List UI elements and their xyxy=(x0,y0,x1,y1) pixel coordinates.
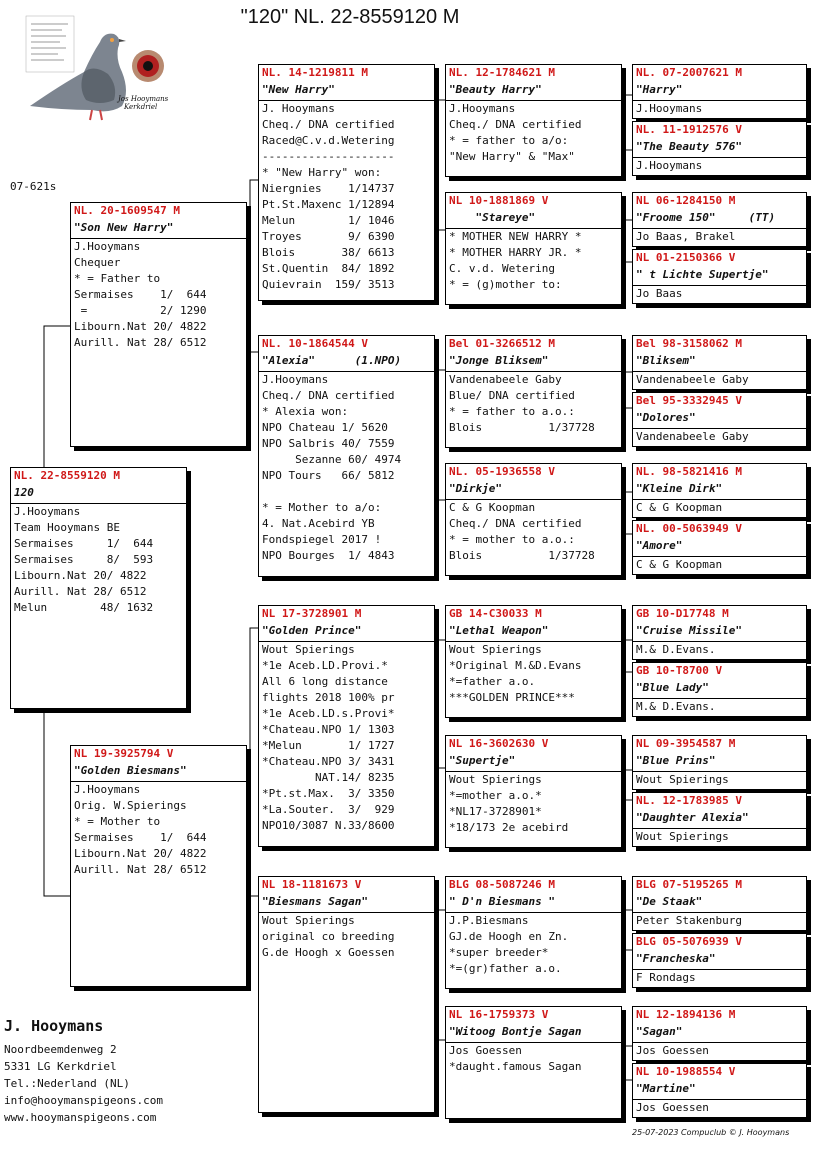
pigeon-info-line: Wout Spierings xyxy=(636,773,729,786)
pigeon-info-line: Blois 1/37728 xyxy=(449,421,595,434)
pigeon-name: "Supertje" xyxy=(446,753,621,772)
pigeon-info-line: Chequer xyxy=(74,256,121,269)
pigeon-name: "Golden Biesmans" xyxy=(71,763,246,782)
pigeon-info-line: Vandenabeele Gaby xyxy=(636,373,749,386)
pigeon-card xyxy=(632,605,807,660)
pigeon-info-line: Cheq./ DNA certified xyxy=(262,389,395,402)
pigeon-info-line: *super breeder* xyxy=(449,946,549,959)
pigeon-info-line: Peter Stakenburg xyxy=(636,914,742,927)
pigeon-info-line: Jos Goessen xyxy=(636,1101,709,1114)
pigeon-card xyxy=(632,933,807,988)
pigeon-card xyxy=(632,249,807,304)
pigeon-info-line: J.Hooymans xyxy=(636,159,703,172)
ring-number: NL. 10-1864544 V xyxy=(262,337,368,350)
owner-line: Tel.:Nederland (NL) xyxy=(4,1077,130,1090)
pigeon-info-line: C & G Koopman xyxy=(636,558,723,571)
ring-number: NL. 11-1912576 V xyxy=(636,123,742,136)
ring-number: NL 18-1181673 V xyxy=(262,878,362,891)
pigeon-info-line: Pt.St.Maxenc 1/12894 xyxy=(262,198,395,211)
pigeon-info-line: J.Hooymans xyxy=(74,783,141,796)
ring-number: GB 14-C30033 M xyxy=(449,607,542,620)
pigeon-info-line: *NL17-3728901* xyxy=(449,805,542,818)
pigeon-name: "De Staak" xyxy=(633,894,806,913)
owner-line: Noordbeemdenweg 2 xyxy=(4,1043,117,1056)
pigeon-info-line: Niergnies 1/14737 xyxy=(262,182,395,195)
pigeon-name: "Blue Prins" xyxy=(633,753,806,772)
ring-number: Bel 01-3266512 M xyxy=(449,337,555,350)
pigeon-info-line: Libourn.Nat 20/ 4822 xyxy=(74,320,207,333)
pigeon-name: "Biesmans Sagan" xyxy=(259,894,434,913)
pigeon-card xyxy=(632,520,807,575)
pigeon-name: "Martine" xyxy=(633,1081,806,1100)
pigeon-name: "New Harry" xyxy=(259,82,434,101)
ring-number: NL. 14-1219811 M xyxy=(262,66,368,79)
pigeon-name: "The Beauty 576" xyxy=(633,139,806,158)
pigeon-name: "Witoog Bontje Sagan xyxy=(446,1024,621,1043)
pigeon-card xyxy=(10,467,187,709)
pigeon-info-line: *1e Aceb.LD.s.Provi* xyxy=(262,707,395,720)
pigeon-name: "Alexia" (1.NPO) xyxy=(259,353,434,372)
ring-number: NL 16-1759373 V xyxy=(449,1008,549,1021)
ring-number: NL 10-1988554 V xyxy=(636,1065,736,1078)
pigeon-info-line: Orig. W.Spierings xyxy=(74,799,187,812)
pigeon-name: "Blue Lady" xyxy=(633,680,806,699)
pigeon-info-line: G.de Hoogh x Goessen xyxy=(262,946,395,959)
pedigree-code: 07-621s xyxy=(10,180,57,193)
pigeon-info-line: Melun 48/ 1632 xyxy=(14,601,154,614)
pigeon-card xyxy=(445,335,622,448)
pigeon-info-line: *18/173 2e acebird xyxy=(449,821,569,834)
pigeon-card xyxy=(632,121,807,176)
pigeon-info-line: Team Hooymans BE xyxy=(14,521,120,534)
ring-number: NL. 12-1784621 M xyxy=(449,66,555,79)
ring-number: NL 12-1894136 M xyxy=(636,1008,736,1021)
pigeon-info-line: M.& D.Evans. xyxy=(636,643,716,656)
pigeon-info-line: 4. Nat.Acebird YB xyxy=(262,517,375,530)
pigeon-info-line: * MOTHER HARRY JR. * xyxy=(449,246,582,259)
ring-number: NL 01-2150366 V xyxy=(636,251,736,264)
pigeon-card xyxy=(445,463,622,576)
ring-number: NL. 05-1936558 V xyxy=(449,465,555,478)
pigeon-info-line: Libourn.Nat 20/ 4822 xyxy=(14,569,147,582)
pigeon-info-line: Sermaises 1/ 644 xyxy=(74,288,207,301)
pigeon-card xyxy=(632,192,807,247)
pigeon-info-line: * = Mother to xyxy=(74,815,161,828)
pigeon-name: "Son New Harry" xyxy=(71,220,246,239)
pigeon-info-line: Quievrain 159/ 3513 xyxy=(262,278,395,291)
pigeon-info-line: Cheq./ DNA certified xyxy=(262,118,395,131)
owner-block xyxy=(4,1018,163,1126)
pigeon-name: " D'n Biesmans " xyxy=(446,894,621,913)
ring-number: NL 17-3728901 M xyxy=(262,607,362,620)
pigeon-info-line: Vandenabeele Gaby xyxy=(636,430,749,443)
pigeon-info-line: Sezanne 60/ 4974 xyxy=(262,453,402,466)
pigeon-info-line: Blue/ DNA certified xyxy=(449,389,575,402)
pigeon-info-line: Jos Goessen xyxy=(449,1044,522,1057)
pigeon-info-line: J. Hooymans xyxy=(262,102,335,115)
pigeon-info-line: F Rondags xyxy=(636,971,696,984)
pigeon-name: "Dolores" xyxy=(633,410,806,429)
pigeon-info-line: C. v.d. Wetering xyxy=(449,262,555,275)
pigeon-card xyxy=(445,1006,622,1119)
pigeon-name: "Amore" xyxy=(633,538,806,557)
pigeon-card xyxy=(632,392,807,447)
pigeon-name: "Lethal Weapon" xyxy=(446,623,621,642)
pigeon-info-line: Sermaises 1/ 644 xyxy=(74,831,207,844)
pigeon-name: "Beauty Harry" xyxy=(446,82,621,101)
pigeon-name: "Dirkje" xyxy=(446,481,621,500)
owner-email[interactable]: info@hooymanspigeons.com xyxy=(4,1094,163,1107)
ring-number: GB 10-D17748 M xyxy=(636,607,729,620)
pigeon-info-line: Wout Spierings xyxy=(262,643,355,656)
ring-number: BLG 07-5195265 M xyxy=(636,878,742,891)
pigeon-card xyxy=(445,192,622,305)
pigeon-card xyxy=(632,64,807,119)
pigeon-info-line: J.Hooymans xyxy=(636,102,703,115)
pigeon-card xyxy=(632,876,807,931)
ring-number: NL 19-3925794 V xyxy=(74,747,174,760)
pigeon-info-line: Wout Spierings xyxy=(636,830,729,843)
pigeon-name: "Francheska" xyxy=(633,951,806,970)
pigeon-name: "Daughter Alexia" xyxy=(633,810,806,829)
pigeon-info-line: J.Hooymans xyxy=(74,240,141,253)
pigeon-info-line: Sermaises 1/ 644 xyxy=(14,537,154,550)
pigeon-info-line: Cheq./ DNA certified xyxy=(449,118,582,131)
ring-number: Bel 98-3158062 M xyxy=(636,337,742,350)
pigeon-info-line: flights 2018 100% pr xyxy=(262,691,395,704)
ring-number: NL 10-1881869 V xyxy=(449,194,549,207)
pigeon-info-line: *La.Souter. 3/ 929 xyxy=(262,803,395,816)
pigeon-info-line: GJ.de Hoogh en Zn. xyxy=(449,930,569,943)
ring-number: BLG 05-5076939 V xyxy=(636,935,742,948)
pigeon-card xyxy=(632,1006,807,1061)
pigeon-info-line: * = mother to a.o.: xyxy=(449,533,575,546)
pigeon-info-line: * = father to a/o: xyxy=(449,134,569,147)
ring-number: NL. 22-8559120 M xyxy=(14,469,120,482)
pigeon-info-line: *Chateau.NPO 1/ 1303 xyxy=(262,723,395,736)
pigeon-card xyxy=(632,335,807,390)
pigeon-card xyxy=(258,64,435,301)
pigeon-info-line: C & G Koopman xyxy=(449,501,536,514)
pigeon-name: "Froome 150" (TT) xyxy=(633,210,806,229)
pigeon-info-line: "New Harry" & "Max" xyxy=(449,150,575,163)
ring-number: NL 06-1284150 M xyxy=(636,194,736,207)
pigeon-card xyxy=(632,1063,807,1118)
ring-number: NL. 20-1609547 M xyxy=(74,204,180,217)
pigeon-info-line xyxy=(259,484,434,500)
ring-number: NL. 07-2007621 M xyxy=(636,66,742,79)
ring-number: NL. 00-5063949 V xyxy=(636,522,742,535)
pigeon-card xyxy=(70,745,247,987)
pigeon-name: "Stareye" xyxy=(446,210,621,229)
pigeon-info-line: * = Mother to a/o: xyxy=(262,501,382,514)
pigeon-info-line: *=(gr)father a.o. xyxy=(449,962,562,975)
pigeon-info-line: *Melun 1/ 1727 xyxy=(262,739,395,752)
pigeon-info-line: Jo Baas xyxy=(636,287,683,300)
pigeon-info-line: Wout Spierings xyxy=(449,773,542,786)
pigeon-info-line: *Original M.&D.Evans xyxy=(449,659,582,672)
pigeon-name: "Golden Prince" xyxy=(259,623,434,642)
pigeon-info-line: Melun 1/ 1046 xyxy=(262,214,395,227)
pigeon-name: 120 xyxy=(11,485,186,504)
pigeon-name: "Jonge Bliksem" xyxy=(446,353,621,372)
pigeon-info-line: -------------------- xyxy=(262,150,395,163)
pigeon-info-line: *=mother a.o.* xyxy=(449,789,542,802)
pigeon-info-line: Wout Spierings xyxy=(262,914,355,927)
pigeon-card xyxy=(445,64,622,177)
pigeon-info-line: Sermaises 8/ 593 xyxy=(14,553,154,566)
pigeon-info-line: M.& D.Evans. xyxy=(636,700,716,713)
owner-name: J. Hooymans xyxy=(4,1017,104,1035)
pigeon-info-line: J.P.Biesmans xyxy=(449,914,529,927)
pigeon-info-line: *daught.famous Sagan xyxy=(449,1060,582,1073)
pigeon-card xyxy=(445,605,622,718)
pigeon-info-line: Troyes 9/ 6390 xyxy=(262,230,395,243)
pigeon-info-line: C & G Koopman xyxy=(636,501,723,514)
logo-caption: Jos Hooymans xyxy=(118,95,169,103)
ring-number: NL. 98-5821416 M xyxy=(636,465,742,478)
pigeon-info-line: Vandenabeele Gaby xyxy=(449,373,562,386)
pigeon-card xyxy=(632,735,807,790)
page-title: "120" NL. 22-8559120 M xyxy=(240,6,460,28)
owner-line: 5331 LG Kerkdriel xyxy=(4,1060,117,1073)
ring-number: NL 16-3602630 V xyxy=(449,737,549,750)
pigeon-name: "Harry" xyxy=(633,82,806,101)
owner-website[interactable]: www.hooymanspigeons.com xyxy=(4,1111,157,1124)
pigeon-info-line: *Chateau.NPO 3/ 3431 xyxy=(262,755,395,768)
pigeon-name: "Bliksem" xyxy=(633,353,806,372)
pigeon-info-line: * = Father to xyxy=(74,272,161,285)
pigeon-info-line: NPO Bourges 1/ 4843 xyxy=(262,549,395,562)
pigeon-info-line: = 2/ 1290 xyxy=(74,304,207,317)
pigeon-info-line: * "New Harry" won: xyxy=(262,166,382,179)
pigeon-info-line: NPO10/3087 N.33/8600 xyxy=(262,819,395,832)
pigeon-info-line: Aurill. Nat 28/ 6512 xyxy=(74,336,207,349)
logo-subcaption: Kerkdriel xyxy=(124,103,158,111)
pigeon-card xyxy=(632,792,807,847)
pigeon-info-line: Blois 1/37728 xyxy=(449,549,595,562)
pigeon-card xyxy=(258,605,435,847)
pigeon-info-line: ***GOLDEN PRINCE*** xyxy=(449,691,575,704)
pigeon-info-line: NPO Tours 66/ 5812 xyxy=(262,469,395,482)
pigeon-card xyxy=(258,335,435,577)
ring-number: NL 09-3954587 M xyxy=(636,737,736,750)
pigeon-card xyxy=(632,662,807,717)
pigeon-card xyxy=(258,876,435,1113)
footer-credit: 25-07-2023 Compuclub © J. Hooymans xyxy=(632,1128,790,1137)
pigeon-info-line: St.Quentin 84/ 1892 xyxy=(262,262,395,275)
pigeon-info-line: * = (g)mother to: xyxy=(449,278,562,291)
pigeon-info-line: NPO Chateau 1/ 5620 xyxy=(262,421,388,434)
pigeon-info-line: *=father a.o. xyxy=(449,675,536,688)
pigeon-info-line: * Alexia won: xyxy=(262,405,349,418)
pigeon-info-line: J.Hooymans xyxy=(14,505,81,518)
pigeon-name: " t Lichte Supertje" xyxy=(633,267,806,286)
pigeon-info-line: Jos Goessen xyxy=(636,1044,709,1057)
pigeon-info-line: Cheq./ DNA certified xyxy=(449,517,582,530)
ring-number: Bel 95-3332945 V xyxy=(636,394,742,407)
pigeon-info-line: Raced@C.v.d.Wetering xyxy=(262,134,395,147)
pigeon-info-line: Wout Spierings xyxy=(449,643,542,656)
pigeon-info-line: Aurill. Nat 28/ 6512 xyxy=(14,585,147,598)
pigeon-info-line: J.Hooymans xyxy=(449,102,516,115)
ring-number: BLG 08-5087246 M xyxy=(449,878,555,891)
pigeon-name: "Sagan" xyxy=(633,1024,806,1043)
pigeon-info-line: Fondspiegel 2017 ! xyxy=(262,533,382,546)
pigeon-info-line: Jo Baas, Brakel xyxy=(636,230,736,243)
pigeon-name: "Kleine Dirk" xyxy=(633,481,806,500)
pigeon-info-line: *Pt.st.Max. 3/ 3350 xyxy=(262,787,395,800)
pigeon-card xyxy=(632,463,807,518)
pigeon-card xyxy=(445,876,622,989)
pigeon-info-line: *1e Aceb.LD.Provi.* xyxy=(262,659,388,672)
pigeon-name: "Cruise Missile" xyxy=(633,623,806,642)
pigeon-info-line: Libourn.Nat 20/ 4822 xyxy=(74,847,207,860)
pigeon-info-line: NAT.14/ 8235 xyxy=(262,771,395,784)
pigeon-info-line: Blois 38/ 6613 xyxy=(262,246,395,259)
pigeon-info-line: * = father to a.o.: xyxy=(449,405,575,418)
pigeon-card xyxy=(70,202,247,447)
pigeon-info-line: * MOTHER NEW HARRY * xyxy=(449,230,582,243)
ring-number: NL. 12-1783985 V xyxy=(636,794,742,807)
pigeon-info-line: Aurill. Nat 28/ 6512 xyxy=(74,863,207,876)
pigeon-card xyxy=(445,735,622,848)
pigeon-info-line: All 6 long distance xyxy=(262,675,388,688)
ring-number: GB 10-T8700 V xyxy=(636,664,723,677)
pigeon-info-line: original co breeding xyxy=(262,930,395,943)
pigeon-info-line: J.Hooymans xyxy=(262,373,329,386)
pigeon-info-line: NPO Salbris 40/ 7559 xyxy=(262,437,395,450)
